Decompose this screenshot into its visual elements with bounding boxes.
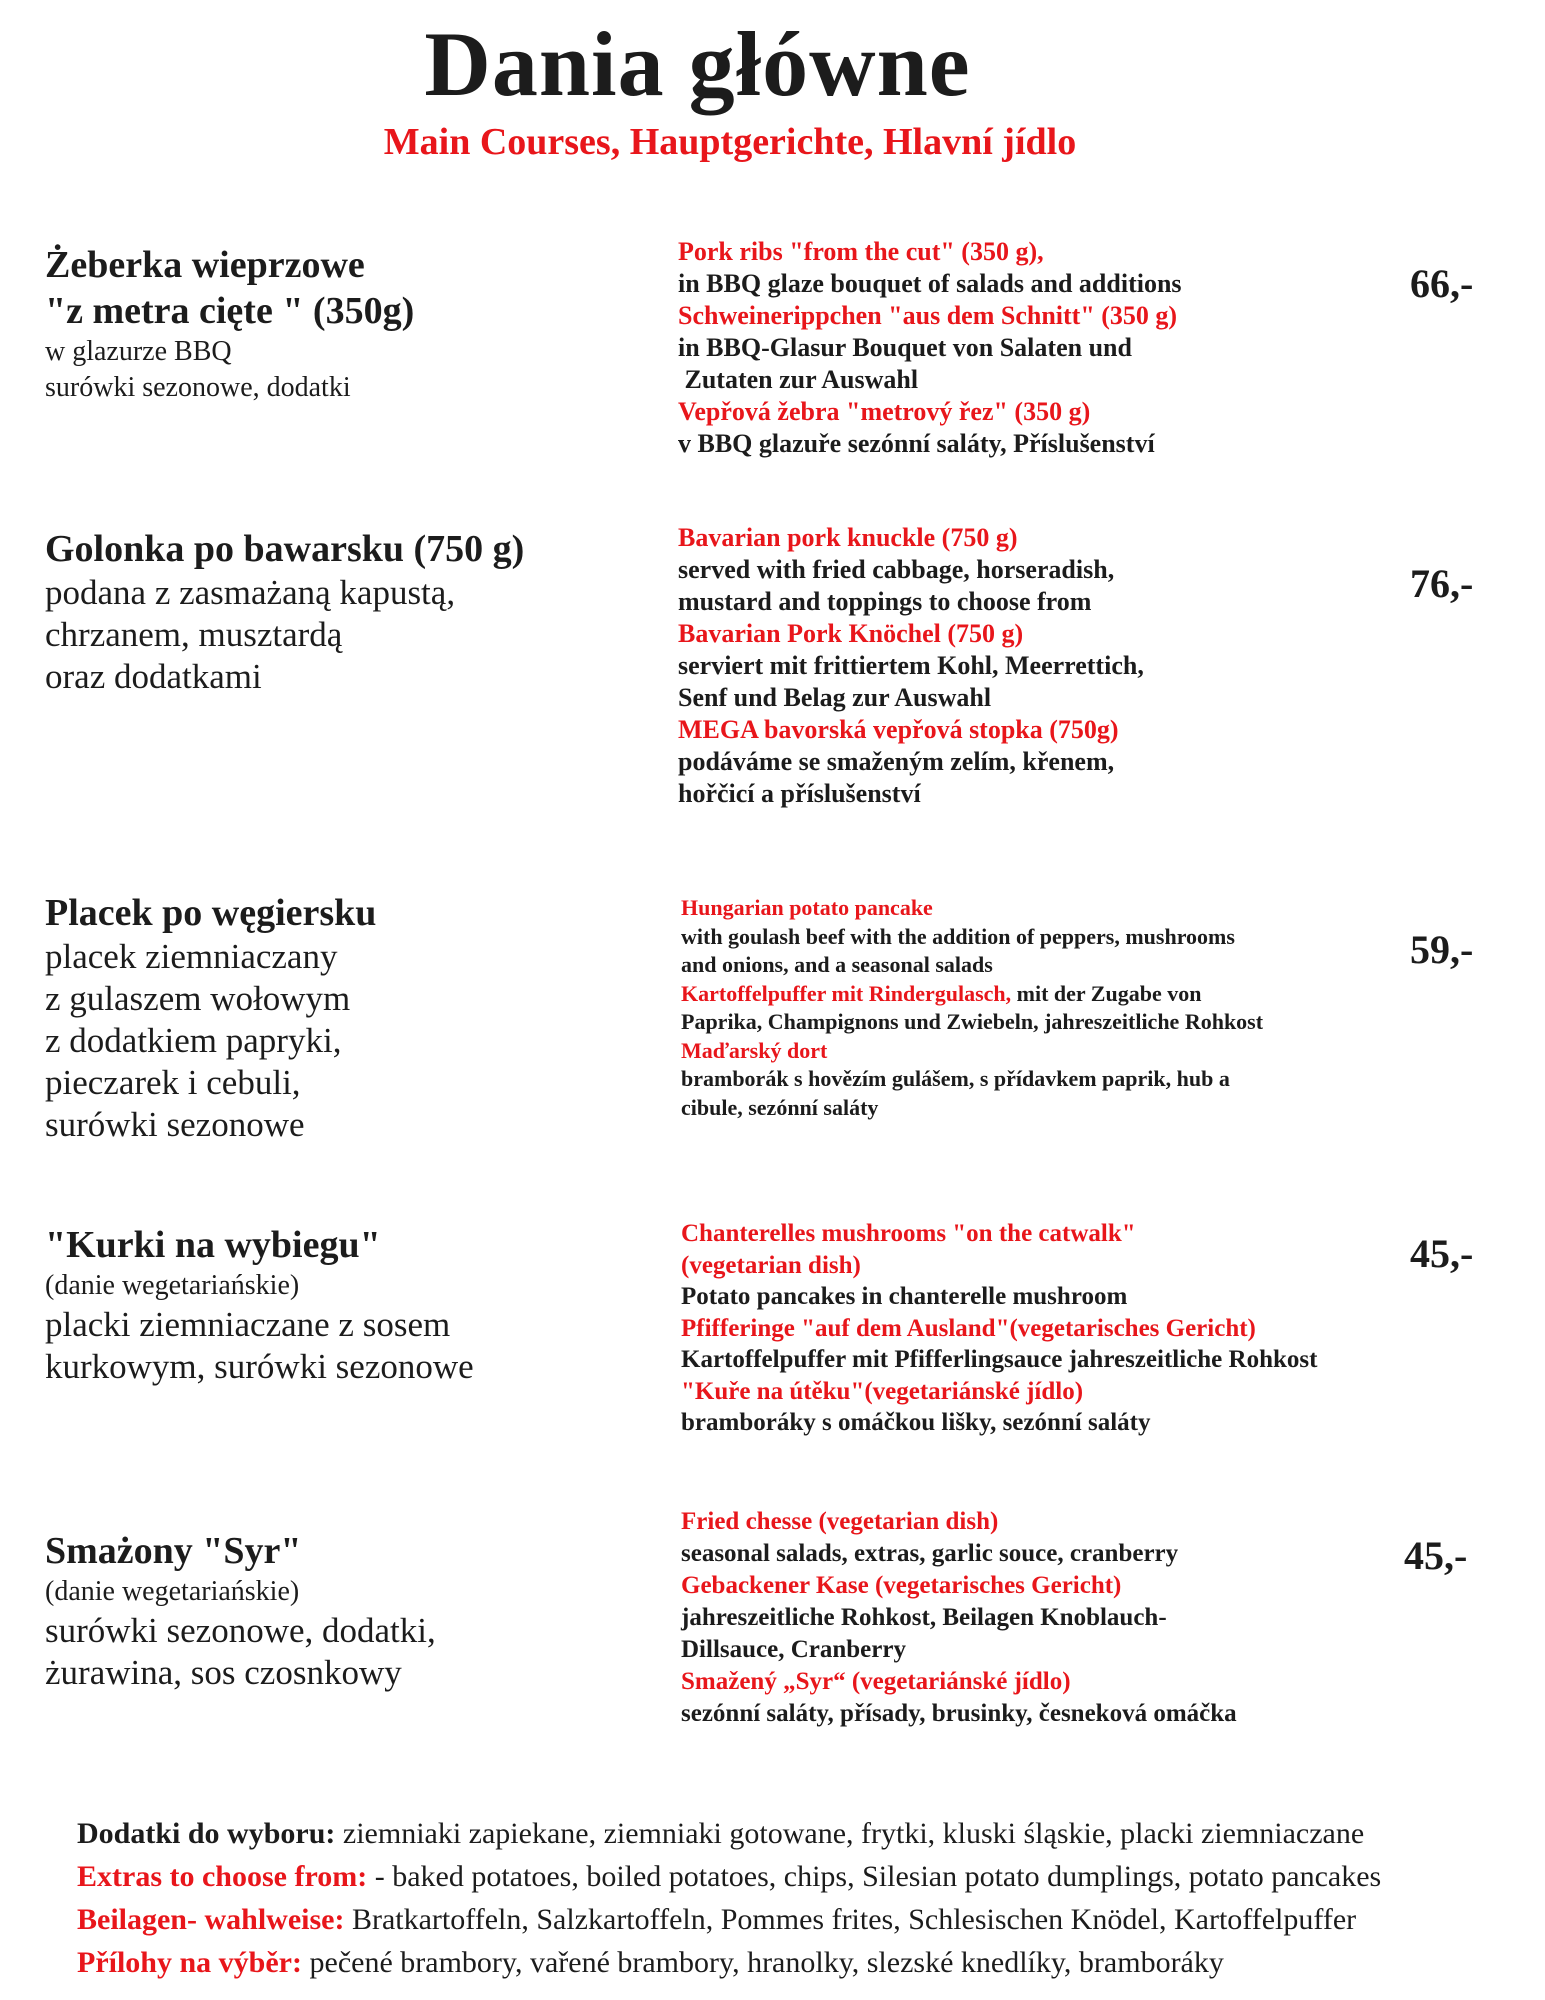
dish-description: chrzanem, musztardą — [45, 615, 343, 654]
page-subtitle: Main Courses, Hauptgerichte, Hlavní jídlo — [383, 121, 1077, 163]
extras-text: ziemniaki zapiekane, ziemniaki gotowane, frytki, kluski śląskie, placki ziemniaczane — [335, 1817, 1365, 1850]
translation-line: "Kuře na útěku"(vegetariánské jídlo) — [681, 1377, 1084, 1405]
dish-description: surówki sezonowe, dodatki, — [45, 1611, 436, 1650]
translation-line: mit der Zugabe von — [1011, 980, 1202, 1006]
dish-price: 59,- — [1410, 927, 1474, 972]
dish-name: Golonka po bawarsku (750 g) — [45, 528, 525, 570]
extras-text: - baked potatoes, boiled potatoes, chips, Silesian potato dumplings, potato pancakes — [367, 1860, 1382, 1893]
extras-line-cz — [77, 1941, 1381, 1984]
translation-line: podáváme se smaženým zelím, křenem, — [678, 747, 1115, 776]
dish-name: Smażony "Syr" — [45, 1530, 302, 1572]
translation-line: hořčicí a příslušenství — [678, 779, 921, 808]
extras-label: Dodatki do wyboru: — [77, 1817, 336, 1850]
translation-line: Maďarský dort — [681, 1037, 828, 1063]
translation-line: bramboráky s omáčkou lišky, sezónní saláty — [681, 1409, 1151, 1436]
translation-line: serviert mit frittiertem Kohl, Meerrettich, — [678, 651, 1144, 680]
extras-section — [77, 1812, 1381, 1984]
translation-line: in BBQ glaze bouquet of salads and additions — [678, 269, 1182, 298]
translation-line: Kartoffelpuffer mit Rindergulasch, — [681, 980, 1012, 1006]
extras-label: Beilagen- wahlweise: — [77, 1903, 345, 1936]
translation-line: Kartoffelpuffer mit Pfifferlingsauce jahreszeitliche Rohkost — [681, 1346, 1318, 1373]
page-title: Dania główne — [424, 13, 971, 115]
dish-name: "Kurki na wybiegu" — [45, 1224, 381, 1266]
translation-line: Hungarian potato pancake — [681, 895, 933, 920]
dish-price: 45,- — [1404, 1533, 1468, 1578]
dish-description: oraz dodatkami — [45, 657, 262, 696]
translation-line: Dillsauce, Cranberry — [681, 1636, 906, 1663]
translation-line: Zutaten zur Auswahl — [678, 365, 919, 394]
dish-description: surówki sezonowe, dodatki — [45, 372, 351, 403]
extras-text: Bratkartoffeln, Salzkartoffeln, Pommes frites, Schlesischen Knödel, Kartoffelpuffer — [344, 1903, 1357, 1936]
translation-line: Fried chesse (vegetarian dish) — [681, 1508, 999, 1535]
dish-description: z gulaszem wołowym — [45, 979, 351, 1018]
dish-description: w glazurze BBQ — [45, 336, 232, 367]
dish-description: placek ziemniaczany — [45, 937, 338, 976]
extras-line-de — [77, 1898, 1381, 1941]
extras-label: Přílohy na výběr: — [77, 1946, 302, 1979]
dish-description: surówki sezonowe — [45, 1105, 305, 1144]
dish-price: 45,- — [1410, 1231, 1474, 1276]
translation-line: Smažený „Syr“ (vegetariánské jídlo) — [681, 1668, 1071, 1695]
extras-line-pl — [77, 1812, 1381, 1855]
dish-name: Żeberka wieprzowe — [45, 244, 365, 286]
dish-name: "z metra cięte " (350g) — [45, 290, 415, 332]
translation-line: Chanterelles mushrooms "on the catwalk" — [681, 1220, 1136, 1247]
translation-line: Paprika, Champignons und Zwiebeln, jahreszeitliche Rohkost — [681, 1009, 1264, 1034]
translation-line: mustard and toppings to choose from — [678, 587, 1092, 616]
translation-line: (vegetarian dish) — [681, 1251, 861, 1279]
translation-line: Potato pancakes in chanterelle mushroom — [681, 1283, 1128, 1310]
dish-description: kurkowym, surówki sezonowe — [45, 1347, 474, 1386]
translation-line: Bavarian pork knuckle (750 g) — [678, 523, 1018, 552]
translation-line: served with fried cabbage, horseradish, — [678, 555, 1115, 584]
dish-description: z dodatkiem papryki, — [45, 1021, 342, 1060]
dish-description: placki ziemniaczane z sosem — [45, 1305, 451, 1344]
translation-line: jahreszeitliche Rohkost, Beilagen Knoblauch- — [681, 1604, 1167, 1631]
translation-line: in BBQ-Glasur Bouquet von Salaten und — [678, 333, 1132, 362]
dish-description: podana z zasmażaną kapustą, — [45, 573, 456, 612]
translation-line: Schweinerippchen "aus dem Schnitt" (350 g) — [678, 301, 1178, 330]
dish-description: pieczarek i cebuli, — [45, 1063, 301, 1102]
dish-name: Placek po węgiersku — [45, 892, 377, 934]
translation-line: with goulash beef with the addition of peppers, mushrooms — [681, 923, 1235, 949]
translation-line: and onions, and a seasonal salads — [681, 952, 993, 977]
translation-line: bramborák s hovězím gulášem, s přídavkem paprik, hub a — [681, 1066, 1230, 1091]
extras-text: pečené brambory, vařené brambory, hranolky, slezské knedlíky, bramboráky — [302, 1946, 1224, 1979]
dish-description-vegetarian: (danie wegetariańskie) — [45, 1576, 300, 1607]
dish-description: żurawina, sos czosnkowy — [45, 1653, 402, 1692]
translation-line: Bavarian Pork Knöchel (750 g) — [678, 619, 1024, 648]
translation-line: v BBQ glazuře sezónní saláty, Příslušenství — [678, 429, 1155, 458]
extras-line-en — [77, 1855, 1381, 1898]
dish-description-vegetarian: (danie wegetariańskie) — [45, 1270, 300, 1301]
translation-line: MEGA bavorská vepřová stopka (750g) — [678, 715, 1119, 744]
translation-line: Gebackener Kase (vegetarisches Gericht) — [681, 1572, 1122, 1599]
translation-line: Senf und Belag zur Auswahl — [678, 683, 992, 712]
translation-line: Vepřová žebra "metrový řez" (350 g) — [678, 397, 1091, 426]
dish-price: 76,- — [1410, 561, 1474, 606]
dish-price: 66,- — [1410, 261, 1474, 306]
translation-line: Pfifferinge "auf dem Ausland"(vegetarisches Gericht) — [681, 1314, 1256, 1342]
translation-line: sezónní saláty, přísady, brusinky, česneková omáčka — [681, 1700, 1237, 1727]
translation-line: cibule, sezónní saláty — [681, 1094, 879, 1120]
translation-line: Pork ribs "from the cut" (350 g), — [678, 237, 1044, 266]
extras-label: Extras to choose from: — [77, 1860, 368, 1893]
translation-line: seasonal salads, extras, garlic souce, cranberry — [681, 1540, 1179, 1567]
